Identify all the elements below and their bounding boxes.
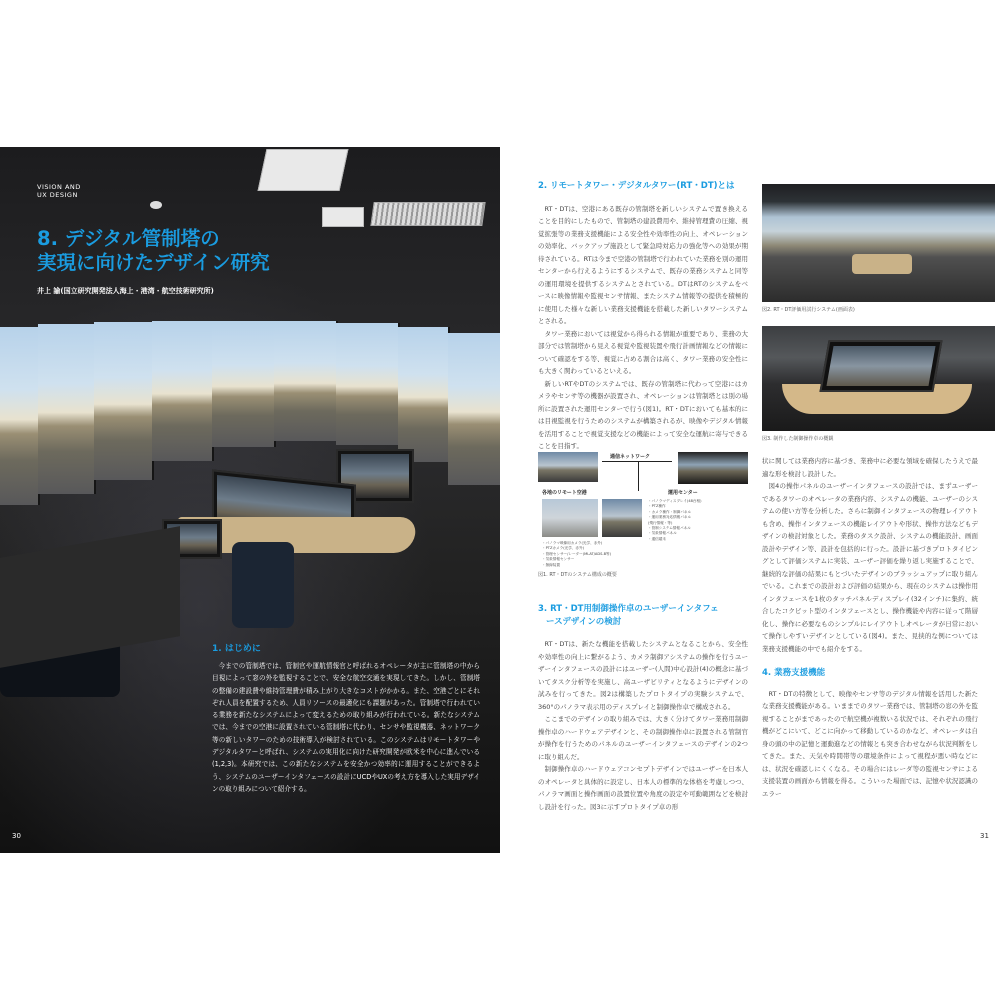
wall-panel: [94, 322, 154, 480]
intro-heading: 1. はじめに: [212, 644, 261, 654]
wall-panel: [448, 333, 500, 485]
column-1-bottom: [538, 603, 748, 813]
figure-3-photo: [762, 326, 995, 431]
airport-camera-photo: [538, 452, 598, 482]
paragraph: RT・DTは、空港にある既存の管制塔を新しいシステムで置き換えることを目的にしたもので、管制塔の建設費用や、維持管理費の圧縮、視覚拡張等の業務支援機能による安全性や効率性の向上、オペレーションの効率化、バックアップ施設として緊急時対応力の強化等への効果が期待されている。RTは今まで空港の管制塔で行われていた業務を別の運用センターから行えるようにするシステムで、既存の業務システムと同等の運用環境を提供するシステムとされている。DTはRTのシステムをベースに映像情報や監視センサ情報、またシステム情報等の提供を積極的に使用した様々な新しい業務支援機能を搭載した新しいタワーシステムとされる。: [538, 204, 748, 325]
magazine-spread: [0, 147, 1000, 853]
center-equipment-list: ・パノラマディスプレイ(48台相) ・PTZ操作 ・カメラ操作・制御パネル ・運用業務対応情報パネル (飛行情報・等) ・管制システム情報パネル ・気象情報パネル ・通信端末: [648, 499, 702, 541]
desk: [852, 254, 912, 274]
paragraph: 状に関しては業務内容に基づき、業務中に必要な領域を確保したうえで最適な形を検討し設計した。: [762, 457, 978, 478]
section-3-heading: 3. RT・DT用制御操作卓のユーザーインタフェ ースデザインの検討: [538, 604, 719, 627]
network-label: 通信ネットワーク: [610, 454, 651, 460]
paragraph: 制御操作卓のハードウェアコンセプトデザインではユーザーを日本人のオペレータと具体的に設定し、日本人の標準的な体格を考慮しつつ、パノラマ画面と操作画面の設置位置や角度の設定や可動範囲などを検討し設計を行った。図3に示すプロトタイプ卓の形: [538, 765, 748, 811]
paragraph: RT・DTの特徴として、映像やセンサ等のデジタル情報を活用した新たな業務支援機能がある。いままでのタワー業務では、管制塔の窓の外を監視することがまであったので航空機が複数いる状況では、それぞれの飛行機がどこにいて、どこに向かって移動しているのかなど、オペレータは自身の頭の中の記憶と運動進などの情報とも突き合わせながら状況判断をしてきた。また、天気や時間帯等の環境条件によって視程が悪い時などには、状況を確認しにくくなる。その場合にはレーダ等の監視センサによる支援装置の画面から情報を得る。こういった場面では、記憶や状況認識のエラー: [762, 689, 978, 798]
wall-panel: [38, 324, 96, 494]
touch-panel: [819, 340, 942, 392]
paragraph: 新しいRTやDTのシステムでは、既存の管制塔に代わって空港にはカメラやセンサ等の機器が設置され、オペレーションは管制塔とは別の場所に設置された運用センターで行う(図1)。RT・DTにおいても基本的には目視監視を行うためのシステムが構築されるが、映像やデジタル情報を活用することで視覚支援などの機能によって安全な運航に寄与できることを目指す。: [538, 379, 748, 450]
wall-panel: [336, 323, 400, 445]
paragraph: RT・DTは、新たな機能を搭載したシステムとなることから、安全性や効率性の向上に繋がるよう、カメラ制御アシステムの操作を行うユーザーインタフェースの設計にはユーザー(人間)中心設計(4)の概念に基づいてタスク分析等を実施し、高ユーザビリティとなるようにデザインの試みを行ってきた。図2は構築したプロトタイプの実験システムで、360°のパノラマ表示用のディスプレイと制御操作卓で構成される。: [538, 640, 748, 711]
wall-panel: [0, 327, 40, 505]
page-number: 30: [12, 832, 21, 840]
paragraph: ここまでのデザインの取り組みでは、大きく分けてタワー業務用制御操作卓のハードウェアデザインと、その制御操作卓に設置される管制官が操作を行うためのパネルのユーザーインタフェースのデザインの2つに取り組んだ。: [538, 715, 748, 761]
figure-2-photo: [762, 184, 995, 302]
article-title: 8. デジタル管制塔の 実現に向けたデザイン研究: [37, 227, 270, 274]
section-4-heading: 4. 業務支援機能: [762, 668, 826, 678]
intro-section: [212, 641, 480, 795]
wall-panel: [274, 321, 338, 441]
wall-panel: [212, 321, 276, 447]
wall-panel: [398, 327, 450, 462]
figure-3-caption: 図3. 制作した制御操作卓の概観: [762, 436, 834, 442]
column-2-text: [762, 455, 978, 800]
section-2-heading: 2. リモートタワー・デジタルタワー(RT・DT)とは: [538, 181, 735, 191]
page-number: 31: [980, 832, 989, 840]
side-desk: [0, 526, 180, 668]
paragraph: タワー業務においては視覚から得られる情報が重要であり、業務の大部分では管制塔から見える視覚や監視装置や飛行計画情報などの情報について確認をする等、視覚に占める割合は高く、タワー業務の安全性にも大きく関わっているといえる。: [538, 329, 748, 375]
author-byline: 井上 諭(国立研究開発法人海上・港湾・航空技術研究所): [37, 287, 214, 295]
remote-tower-photo: [542, 499, 598, 537]
wall-panel: [152, 321, 214, 461]
ceiling-light: [322, 207, 364, 227]
operator-chair: [232, 542, 294, 628]
column-1-top: [538, 180, 748, 453]
section-tag: VISION AND UX DESIGN: [37, 183, 81, 199]
center-label: 運用センター: [668, 490, 698, 496]
airport-label: 各地のリモート空港: [542, 490, 587, 496]
figure-1-diagram: [538, 452, 748, 577]
intro-body: 今までの管制塔では、管制官や運航情報官と呼ばれるオペレータが主に管制塔の中から目視によって窓の外を監視することで、安全な航空交通を実現してきた。しかし、管制塔の整備の建設費や維持管理費が積み上がり大きなコストがかかる。また、空港ごとにそれぞれ人員を配置するため、人員リソースの最適化にも課題があった。管制塔で行われている業務を新たなシステムによって変えるための取り組みが行われている。新たなシステムでは、今までの空港に設置されている管制塔に代わり、センサや監視機器、ネットワーク等の新しいタワーのための技術導入が検討されている。このシステムはリモートタワーやデジタルタワーと呼ばれ、システムの実用化に向けた研究開発が欧米を中心に進んでいる(1,2,3)。本研究では、この新たなシステムを安全かつ効率的に運用することができるよう、システムのユーザーインタフェースの設計にUCDやUXの考え方を導入した実用デザインの取り組みについて紹介する。: [212, 662, 480, 793]
ceiling-light: [258, 149, 349, 191]
left-page: [0, 147, 500, 853]
airport-equipment-list: ・パノラマ映像用カメラ(光学、赤外) ・PTZカメラ(光学、赤外) ・管理センサー/レーダー(MLAT/ADS-B等) ・気象情報センサー ・無線装置: [542, 541, 612, 567]
connector-line: [602, 461, 672, 462]
camera-photo: [602, 499, 642, 537]
operation-center-photo: [678, 452, 748, 484]
right-page: [500, 147, 1000, 853]
figure-2-caption: 図2. RT・DT評価用試行システム(画面表): [762, 307, 855, 313]
ceiling-vent: [370, 202, 485, 226]
connector-line: [638, 461, 639, 491]
paragraph: 図4の操作パネルのユーザーインタフェースの設計では、まずユーザーであるタワーのオペレータの業務内容、システムの機能、ユーザーのシステムの使い方等を分析した。さらに制御インタフェースの物理レイアウトも含め、操作インタフェースの機能レイアウトや形状、操作方法などもデザインの検討対象とした。業務のタスク設計、システムの機能設計、画面設計やデザイン等、設計を包括的に行った。設計に基づきプロトタイピングとして評価システムに実装、ユーザー評価を繰り返し実施することで、継続的な評価の結果にもとづいたデザインのブラッシュアップに取り組んでいる。これまでの設計および評価の結果から、現在のシステムは操作用インタフェースを1枚のタッチパネルディスプレイ(32インチ)に集約、統合したコクピット型のインタフェースとし、操作機能や内容に従って階層化し、操作に必要なものシンプルにレイアウトしオペレータが日常において操作しやすいデザインとしている(図4)。また、見挟的な例については業務支援機能の中でも紹介をする。: [762, 482, 978, 653]
ceiling-camera: [150, 201, 162, 209]
figure-1-caption: 図1. RT・DTのシステム構成の概要: [538, 572, 617, 578]
